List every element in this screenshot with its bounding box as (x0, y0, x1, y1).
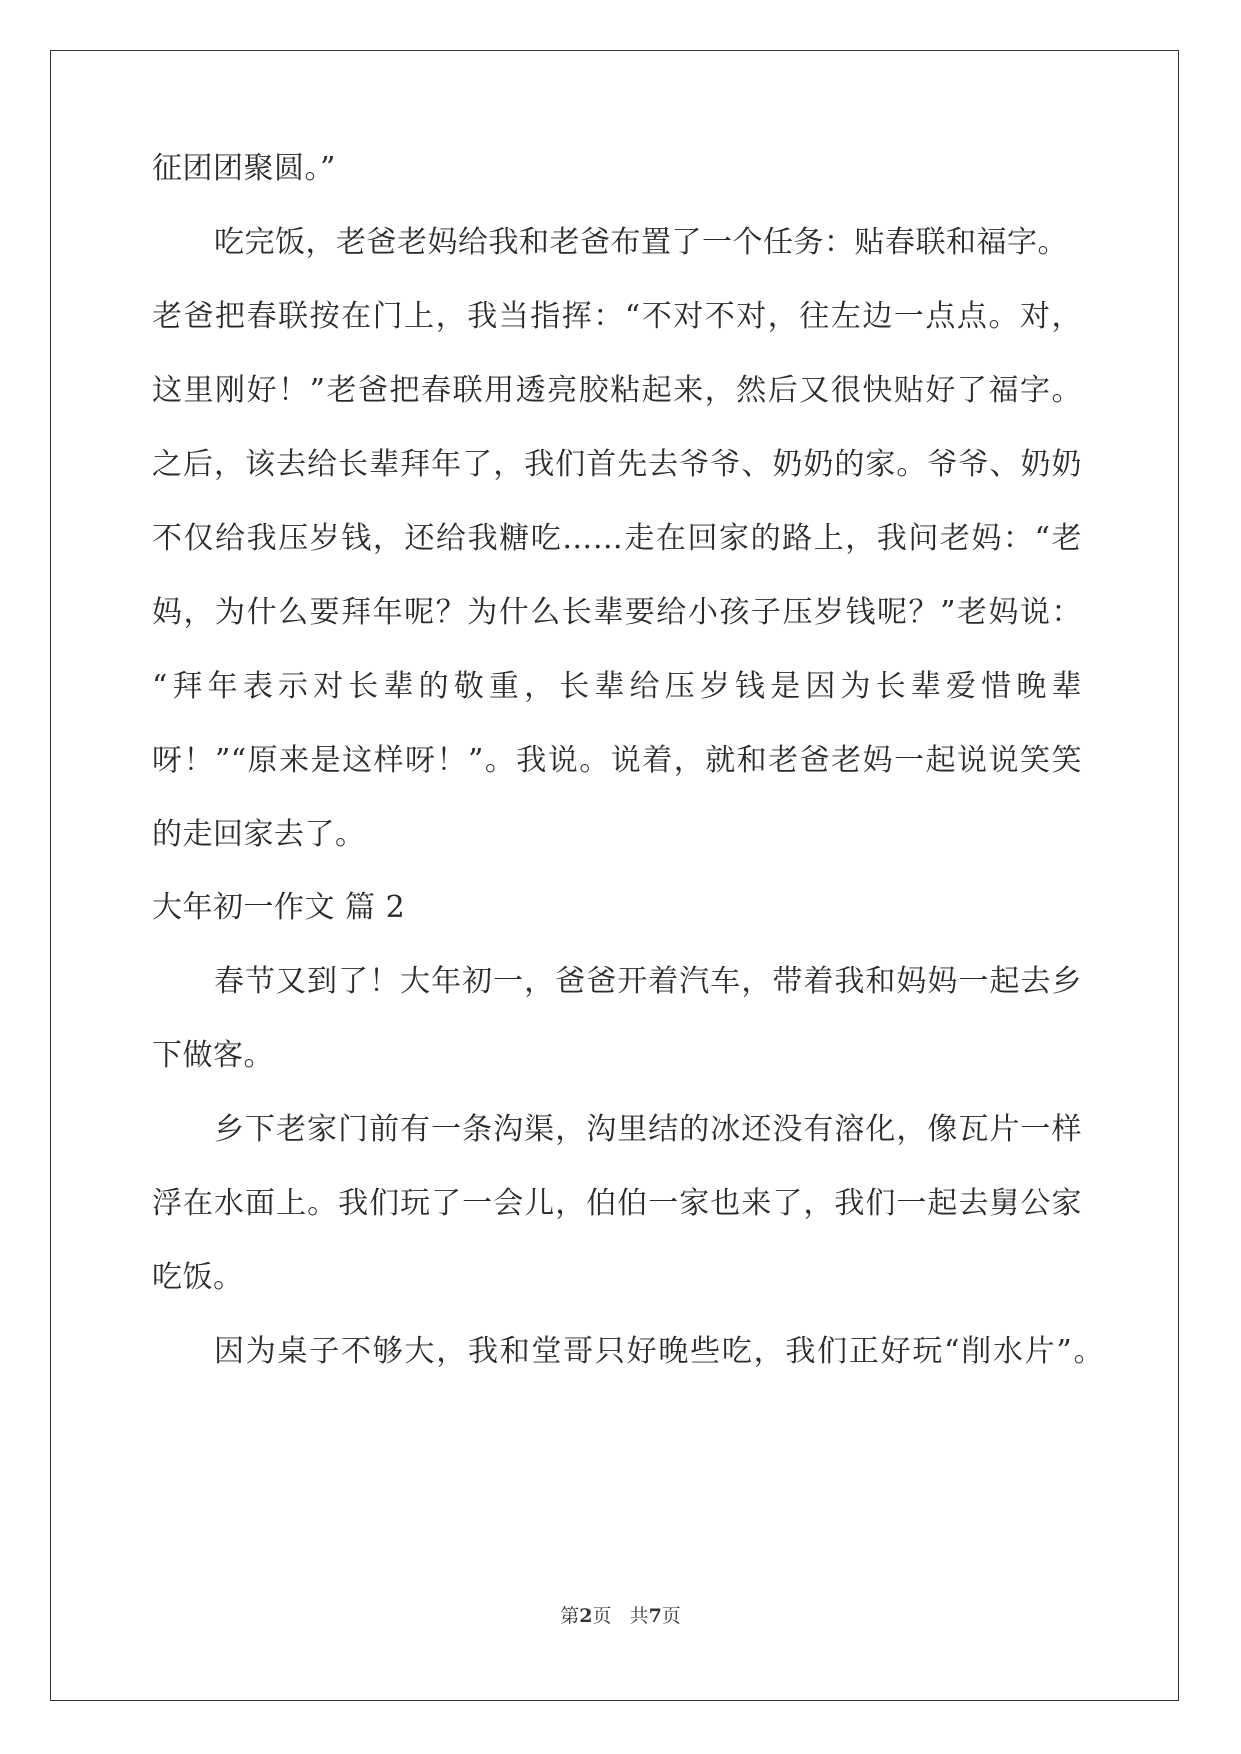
page-prefix: 第 (560, 1605, 580, 1627)
text-line: 妈，为什么要拜年呢？为什么长辈要给小孩子压岁钱呢？”老妈说： (152, 595, 1082, 630)
section-heading: 大年初一作文 篇 2 (152, 890, 406, 925)
text-line: 呀！”“原来是这样呀！”。我说。说着，就和老爸老妈一起说说笑笑 (152, 743, 1082, 778)
text-line: 不仅给我压岁钱，还给我糖吃……走在回家的路上，我问老妈：“老 (152, 521, 1082, 556)
text-line: 之后，该去给长辈拜年了，我们首先去爷爷、奶奶的家。爷爷、奶奶 (152, 447, 1082, 482)
text-line: 下做客。 (152, 1038, 274, 1073)
text-line: 这里刚好！”老爸把春联用透亮胶粘起来，然后又很快贴好了福字。 (152, 373, 1082, 408)
page-footer (0, 1604, 1241, 1628)
page-middle: 页 共 (592, 1605, 649, 1627)
text-line: 吃饭。 (152, 1260, 244, 1295)
text-line: 春节又到了！大年初一，爸爸开着汽车，带着我和妈妈一起去乡 (214, 964, 1082, 999)
text-line: 征团团聚圆。” (152, 151, 336, 186)
text-line: “拜年表示对长辈的敬重，长辈给压岁钱是因为长辈爱惜晚辈 (152, 669, 1082, 704)
page-current: 2 (579, 1605, 593, 1627)
page-suffix: 页 (661, 1605, 681, 1627)
text-line: 浮在水面上。我们玩了一会儿，伯伯一家也来了，我们一起去舅公家 (152, 1186, 1082, 1221)
text-line: 老爸把春联按在门上，我当指挥：“不对不对，往左边一点点。对， (152, 299, 1082, 334)
text-line: 乡下老家门前有一条沟渠，沟里结的冰还没有溶化，像瓦片一样 (214, 1112, 1082, 1147)
text-line: 的走回家去了。 (152, 817, 366, 852)
text-line: 因为桌子不够大，我和堂哥只好晚些吃，我们正好玩“削水片”。 (214, 1334, 1104, 1369)
text-line: 吃完饭，老爸老妈给我和老爸布置了一个任务：贴春联和福字。 (214, 225, 1068, 260)
page-total: 7 (648, 1605, 662, 1627)
